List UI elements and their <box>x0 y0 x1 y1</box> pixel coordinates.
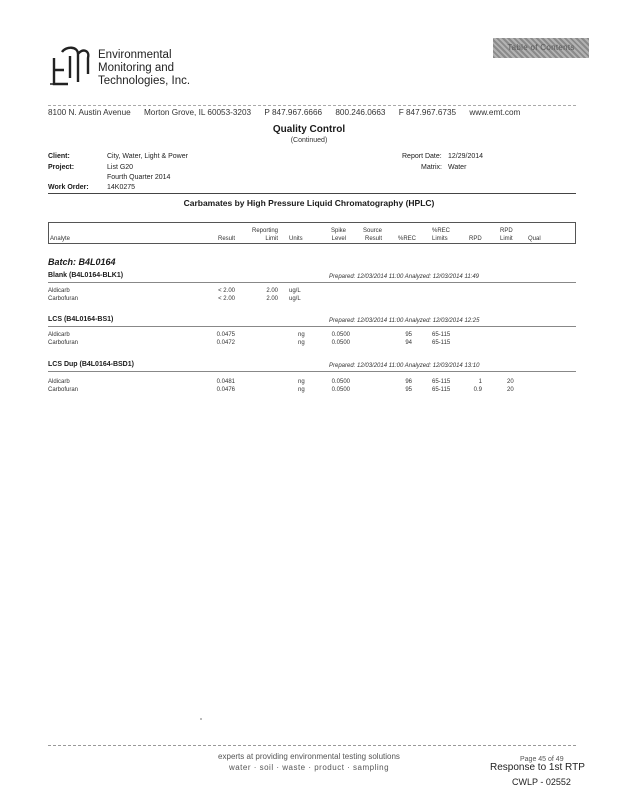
work-order-value: 14K0275 <box>107 184 136 191</box>
footer-divider <box>48 745 576 746</box>
col-spike-bot: Level <box>331 236 346 242</box>
project-value-2: Fourth Quarter 2014 <box>107 174 171 181</box>
matrix-label: Matrix: <box>421 164 442 171</box>
cell-rec: 95 <box>405 332 412 338</box>
col-rec: %REC <box>398 236 417 242</box>
cell-units: ng <box>298 387 305 393</box>
cell-analyte: Aldicarb <box>48 332 70 338</box>
cell-result: 0.0472 <box>216 340 235 346</box>
cell-units: ug/L <box>289 288 301 294</box>
cell-result: < 2.00 <box>218 288 235 294</box>
cell-units: ng <box>298 332 305 338</box>
cell-result: 0.0475 <box>216 332 235 338</box>
cell-result: 0.0476 <box>216 387 235 393</box>
cell-analyte: Carbofuran <box>48 387 79 393</box>
footer-tagline: experts at providing environmental testing solutions <box>218 752 400 761</box>
group-prepared-blank: Prepared: 12/03/2014 11:00 Analyzed: 12/03/2014 11:49 <box>329 274 480 280</box>
cell-analyte: Aldicarb <box>48 288 70 294</box>
cell-result: 0.0481 <box>216 379 235 385</box>
col-analyte: Analyte <box>50 236 71 242</box>
cell-rpd: 0.9 <box>473 387 482 393</box>
footer-services: water · soil · waste · product · sampling <box>228 763 390 772</box>
matrix-value: Water <box>448 164 467 171</box>
phone: P 847.967.6666 <box>264 108 323 117</box>
project-label: Project: <box>48 164 75 171</box>
fax: F 847.967.6735 <box>398 108 457 117</box>
cell-analyte: Carbofuran <box>48 296 79 302</box>
toc-stamp[interactable]: Table of Contents <box>493 38 589 58</box>
cell-spike: 0.0500 <box>331 387 350 393</box>
page-subtitle: (Continued) <box>290 137 328 144</box>
group-name-lcs: LCS (B4L0164-BS1) <box>48 316 114 323</box>
col-src-top: Source <box>362 228 382 234</box>
cell-analyte: Aldicarb <box>48 379 70 385</box>
company-line-3: Technologies, Inc. <box>98 75 191 87</box>
page-title: Quality Control <box>272 124 346 135</box>
client-value: City, Water, Light & Power <box>107 153 188 160</box>
col-rpdlim-top: RPD <box>500 228 513 234</box>
cell-spike: 0.0500 <box>331 340 350 346</box>
header-divider <box>48 193 576 194</box>
report-date-value: 12/29/2014 <box>448 153 484 160</box>
group-divider <box>48 282 576 283</box>
col-reclim-top: %REC <box>432 228 451 234</box>
cell-rec: 95 <box>405 387 412 393</box>
cell-spike: 0.0500 <box>331 379 350 385</box>
col-reclim-bot: Limits <box>432 236 448 242</box>
cell-rec: 94 <box>405 340 412 346</box>
company-line-1: Environmental <box>98 49 172 61</box>
cell-rl: 2.00 <box>266 288 278 294</box>
cell-analyte: Carbofuran <box>48 340 79 346</box>
address-line <box>48 105 576 117</box>
company-line-2: Monitoring and <box>98 62 175 74</box>
cell-limits: 65-115 <box>432 332 451 338</box>
page-number: Page 45 of 49 <box>520 756 564 763</box>
col-rpdlim-bot: Limit <box>500 236 513 242</box>
tollfree: 800.246.0663 <box>335 108 386 117</box>
col-rl-bot: Limit <box>265 236 278 242</box>
col-qual: Qual <box>528 236 541 242</box>
group-prepared-lcs: Prepared: 12/03/2014 11:00 Analyzed: 12/03/2014 12:25 <box>329 318 480 324</box>
website-link[interactable]: www.emt.com <box>469 108 521 117</box>
group-divider <box>48 371 576 372</box>
group-divider <box>48 326 576 327</box>
cell-limits: 65-115 <box>432 387 451 393</box>
group-name-lcs-dup: LCS Dup (B4L0164-BSD1) <box>48 361 134 368</box>
cell-units: ng <box>298 379 305 385</box>
emt-logo-icon <box>48 44 92 90</box>
cell-rpd-limit: 20 <box>507 379 514 385</box>
cell-rec: 96 <box>405 379 412 385</box>
scan-speck <box>200 718 202 720</box>
cell-units: ng <box>298 340 305 346</box>
group-prepared-lcs-dup: Prepared: 12/03/2014 11:00 Analyzed: 12/03/2014 13:10 <box>329 363 480 369</box>
col-rl-top: Reporting <box>251 228 278 234</box>
bates-number: CWLP - 02552 <box>512 777 571 787</box>
report-date-label: Report Date: <box>402 153 442 160</box>
column-header-box <box>48 222 576 244</box>
city: Morton Grove, IL 60053-3203 <box>143 108 252 117</box>
col-src-bot: Result <box>364 236 382 242</box>
client-label: Client: <box>48 153 70 160</box>
cell-rpd: 1 <box>478 379 482 385</box>
response-stamp: Response to 1st RTP <box>490 762 585 773</box>
project-value-1: List G20 <box>107 164 134 171</box>
cell-rpd-limit: 20 <box>507 387 514 393</box>
work-order-label: Work Order: <box>48 184 89 191</box>
method-title: Carbamates by High Pressure Liquid Chromatography (HPLC) <box>183 198 435 208</box>
col-spike-top: Spike <box>330 228 346 234</box>
col-rpd: RPD <box>469 236 482 242</box>
col-units: Units <box>289 236 303 242</box>
company-name <box>98 49 190 88</box>
cell-spike: 0.0500 <box>331 332 350 338</box>
batch-label: Batch: B4L0164 <box>48 257 116 267</box>
cell-units: ug/L <box>289 296 301 302</box>
cell-limits: 65-115 <box>432 340 451 346</box>
group-name-blank: Blank (B4L0164-BLK1) <box>48 272 124 279</box>
cell-rl: 2.00 <box>266 296 278 302</box>
cell-limits: 65-115 <box>432 379 451 385</box>
cell-result: < 2.00 <box>218 296 235 302</box>
col-result: Result <box>217 236 235 242</box>
street: 8100 N. Austin Avenue <box>48 108 131 117</box>
